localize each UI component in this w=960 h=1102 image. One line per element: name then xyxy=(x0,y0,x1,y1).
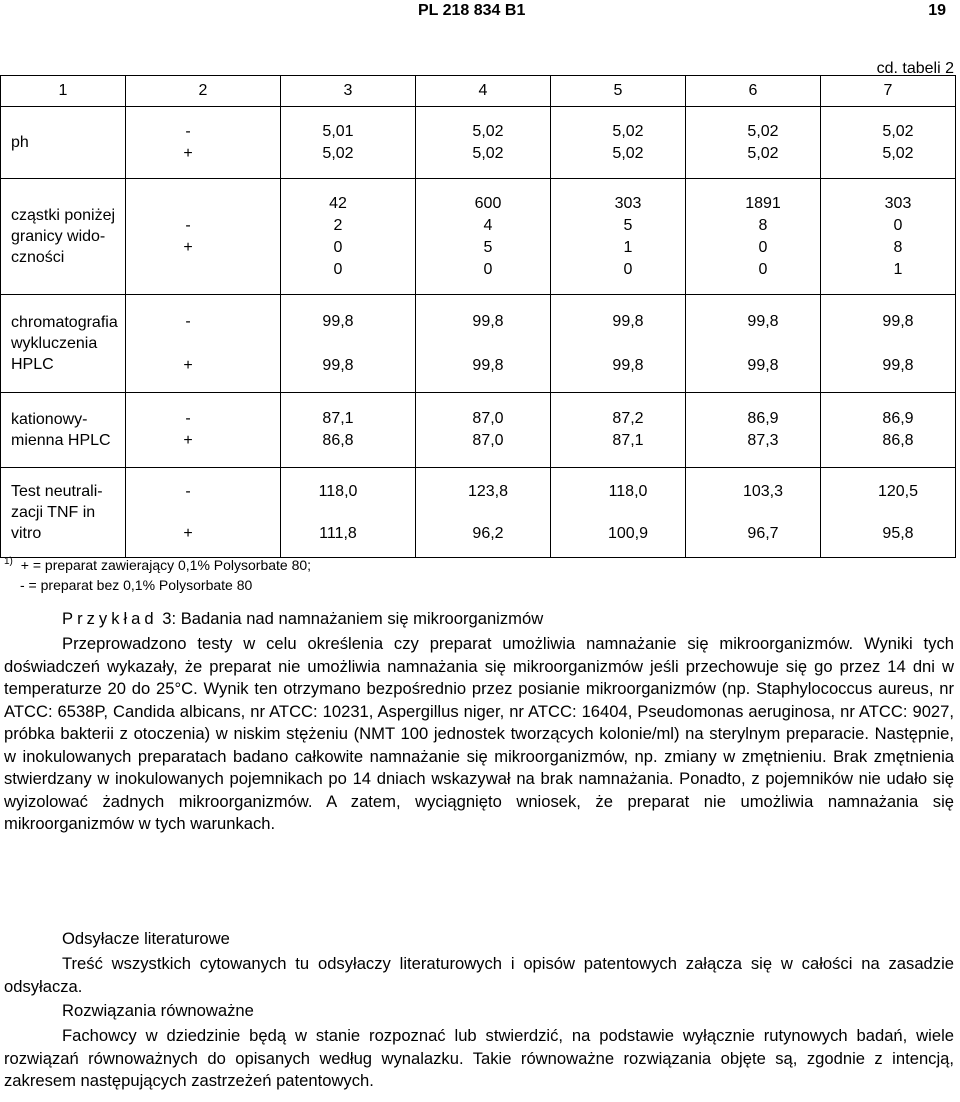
table-cell xyxy=(416,393,551,468)
cell-value: 87,3 xyxy=(747,432,779,449)
table-header-row xyxy=(1,76,956,107)
cell-value: 8 xyxy=(893,238,903,256)
sign-cell xyxy=(126,295,281,393)
cell-value: 42 xyxy=(329,194,347,212)
sign-plus: + xyxy=(183,356,193,374)
table-cell xyxy=(416,295,551,393)
cell-value: 86,9 xyxy=(747,410,779,427)
cell-value: 99,8 xyxy=(322,312,354,330)
column-header: 7 xyxy=(821,76,956,107)
table-row-cation-exchange xyxy=(1,393,956,468)
cell-value: 96,7 xyxy=(747,524,779,542)
cell-value: 87,2 xyxy=(612,410,644,427)
sign-plus: + xyxy=(183,144,193,162)
table-cell xyxy=(821,295,956,393)
cell-value: 118,0 xyxy=(318,482,358,500)
table-cell xyxy=(686,107,821,179)
table-row-particles xyxy=(1,179,956,295)
cell-value: 5,02 xyxy=(882,122,914,140)
cell-value: 99,8 xyxy=(882,312,914,330)
cell-value: 1 xyxy=(623,238,633,256)
table-cell xyxy=(551,295,686,393)
cell-value: 118,0 xyxy=(608,482,648,500)
table-cell xyxy=(281,468,416,558)
table-cell xyxy=(416,468,551,558)
cell-value: 600 xyxy=(474,194,502,212)
cell-value: 99,8 xyxy=(747,356,779,374)
cell-value: 5,02 xyxy=(747,144,779,162)
cell-value: 99,8 xyxy=(882,356,914,374)
cell-value: 86,9 xyxy=(882,410,914,427)
column-header: 3 xyxy=(281,76,416,107)
cell-value: 0 xyxy=(623,260,633,278)
results-table xyxy=(0,75,956,558)
table-cell xyxy=(281,107,416,179)
table-cell xyxy=(686,393,821,468)
sign-minus: - xyxy=(185,482,191,500)
table-row-ph xyxy=(1,107,956,179)
example-title-word: Przykład xyxy=(62,609,158,628)
table-row-chromatography xyxy=(1,295,956,393)
table-cell xyxy=(686,295,821,393)
table-cell xyxy=(821,468,956,558)
patent-number: PL 218 834 B1 xyxy=(418,2,526,19)
cell-value: 96,2 xyxy=(472,524,504,542)
cell-value: 5,02 xyxy=(472,144,504,162)
sign-minus: - xyxy=(185,122,191,140)
sign-minus: - xyxy=(185,312,191,330)
row-label: ph xyxy=(1,107,126,179)
example-body: Przeprowadzono testy w celu określenia czy preparat umożliwia namnażanie się mikroorganizmów. Wyniki tych doświadczeń wykazały, że preparat nie umożliwia namnażania się mikroorganizmów jeśli przechowuje się go przez 14 dni w temperaturze 20 do 25°C. Wynik ten otrzymano bezpośrednio przez posianie mikroorganizmów (np. Staphylococcus aureus, nr ATCC: 6538P, Candida albicans, nr ATCC: 10231, Aspergillus niger, nr ATCC: 16404, Pseudomonas aeruginosa, nr ATCC: 9027, próbka bakterii z otoczenia) w niskim stężeniu (NMT 100 jednostek tworzących kolonie/ml) na sterylnym preparacie. Następnie, w inokulowanych preparatach badano całkowite namnażanie się mikroorganizmów, np. zmiany w zmętnieniu. Brak zmętnienia stwierdzany w inokulowanych pojemnikach po 14 dniach wskazywał na brak namnażania. Ponadto, z pojemników nie udało się wyizolować żadnych mikroorganizmów. A zatem, wyciągnięto wniosek, że preparat nie umożliwia namnażania się mikroorganizmów w tych warunkach. xyxy=(4,634,954,833)
cell-value: 5,02 xyxy=(322,144,354,162)
sign-cell xyxy=(126,468,281,558)
cell-value: 0 xyxy=(893,216,903,234)
cell-value: 86,8 xyxy=(322,432,354,449)
cell-value: 0 xyxy=(333,260,343,278)
cell-value: 86,8 xyxy=(882,432,914,449)
sign-cell xyxy=(126,393,281,468)
table-cell xyxy=(416,179,551,295)
cell-value: 5,02 xyxy=(612,122,644,140)
cell-value: 0 xyxy=(758,260,768,278)
cell-value: 5 xyxy=(623,216,633,234)
column-header: 2 xyxy=(126,76,281,107)
sign-plus: + xyxy=(183,238,193,256)
row-label: Test neutrali- zacji TNF in vitro xyxy=(1,468,126,558)
table-row-tnf xyxy=(1,468,956,558)
row-label: cząstki poniżej granicy wido- czności xyxy=(1,179,126,295)
table-cell xyxy=(416,107,551,179)
cell-value: 8 xyxy=(758,216,768,234)
cell-value: 87,1 xyxy=(612,432,644,449)
page-number: 19 xyxy=(928,2,946,19)
table-cell xyxy=(551,179,686,295)
cell-value: 87,0 xyxy=(472,432,504,449)
cell-value: 99,8 xyxy=(612,356,644,374)
column-header: 6 xyxy=(686,76,821,107)
cell-value: 0 xyxy=(758,238,768,256)
cell-value: 123,8 xyxy=(467,482,509,500)
cell-value: 99,8 xyxy=(322,356,354,374)
table-cell xyxy=(551,468,686,558)
cell-value: 87,0 xyxy=(472,410,504,427)
table-cell xyxy=(281,393,416,468)
cell-value: 99,8 xyxy=(612,312,644,330)
cell-value: 4 xyxy=(483,216,493,234)
table-cell xyxy=(281,295,416,393)
column-header: 1 xyxy=(1,76,126,107)
cell-value: 5,01 xyxy=(322,122,354,140)
cell-value: 1 xyxy=(893,260,903,278)
column-header: 5 xyxy=(551,76,686,107)
references-body: Treść wszystkich cytowanych tu odsyłaczy literaturowych i opisów patentowych załącza się w całości na zasadzie odsyłacza. xyxy=(4,954,954,996)
cell-value: 95,8 xyxy=(882,524,914,542)
table-cell xyxy=(686,179,821,295)
row-label: chromatografia wykluczenia HPLC xyxy=(1,295,126,393)
cell-value: 5,02 xyxy=(882,144,914,162)
cell-value: 1891 xyxy=(745,194,781,212)
footnote-mark: 1) xyxy=(4,556,13,567)
cell-value: 2 xyxy=(333,216,343,234)
equivalents-body: Fachowcy w dziedzinie będą w stanie rozpoznać lub stwierdzić, na podstawie wyłącznie rutynowych badań, wiele rozwiązań równoważnych do opisanych według wynalazku. Takie równoważne rozwiązania objęte są, zgodnie z intencją, zakresem następujących zastrzeżeń patentowych. xyxy=(4,1026,954,1090)
cell-value: 99,8 xyxy=(472,312,504,330)
cell-value: 99,8 xyxy=(747,312,779,330)
row-label: kationowy- mienna HPLC xyxy=(1,393,126,468)
cell-value: 100,9 xyxy=(607,524,649,542)
table-cell xyxy=(821,393,956,468)
example-title xyxy=(4,608,954,631)
table-continuation-label: cd. tabeli 2 xyxy=(876,60,954,77)
cell-value: 0 xyxy=(483,260,493,278)
cell-value: 111,8 xyxy=(319,524,357,542)
table-cell xyxy=(551,393,686,468)
sign-minus: - xyxy=(185,410,191,427)
cell-value: 0 xyxy=(333,238,343,256)
cell-value: 103,3 xyxy=(742,482,784,500)
cell-value: 5,02 xyxy=(612,144,644,162)
cell-value: 120,5 xyxy=(877,482,919,500)
references-heading: Odsyłacze literaturowe xyxy=(62,929,230,948)
footnote xyxy=(4,556,311,573)
cell-value: 5,02 xyxy=(747,122,779,140)
sign-cell xyxy=(126,179,281,295)
footnote-line: - = preparat bez 0,1% Polysorbate 80 xyxy=(20,577,253,593)
column-header: 4 xyxy=(416,76,551,107)
equivalents-heading: Rozwiązania równoważne xyxy=(62,1001,254,1020)
cell-value: 5 xyxy=(483,238,493,256)
table-cell xyxy=(551,107,686,179)
table-cell xyxy=(686,468,821,558)
table-cell xyxy=(281,179,416,295)
table-cell xyxy=(821,179,956,295)
cell-value: 87,1 xyxy=(322,410,354,427)
sign-plus: + xyxy=(183,524,193,542)
example-title-text: 3: Badania nad namnażaniem się mikroorganizmów xyxy=(157,609,544,628)
cell-value: 5,02 xyxy=(472,122,504,140)
sign-cell xyxy=(126,107,281,179)
cell-value: 303 xyxy=(614,194,642,212)
footnote-line: + = preparat zawierający 0,1% Polysorbate 80; xyxy=(20,556,312,573)
sign-minus: - xyxy=(185,216,191,234)
table-cell xyxy=(821,107,956,179)
sign-plus: + xyxy=(183,432,193,449)
cell-value: 303 xyxy=(884,194,912,212)
cell-value: 99,8 xyxy=(472,356,504,374)
